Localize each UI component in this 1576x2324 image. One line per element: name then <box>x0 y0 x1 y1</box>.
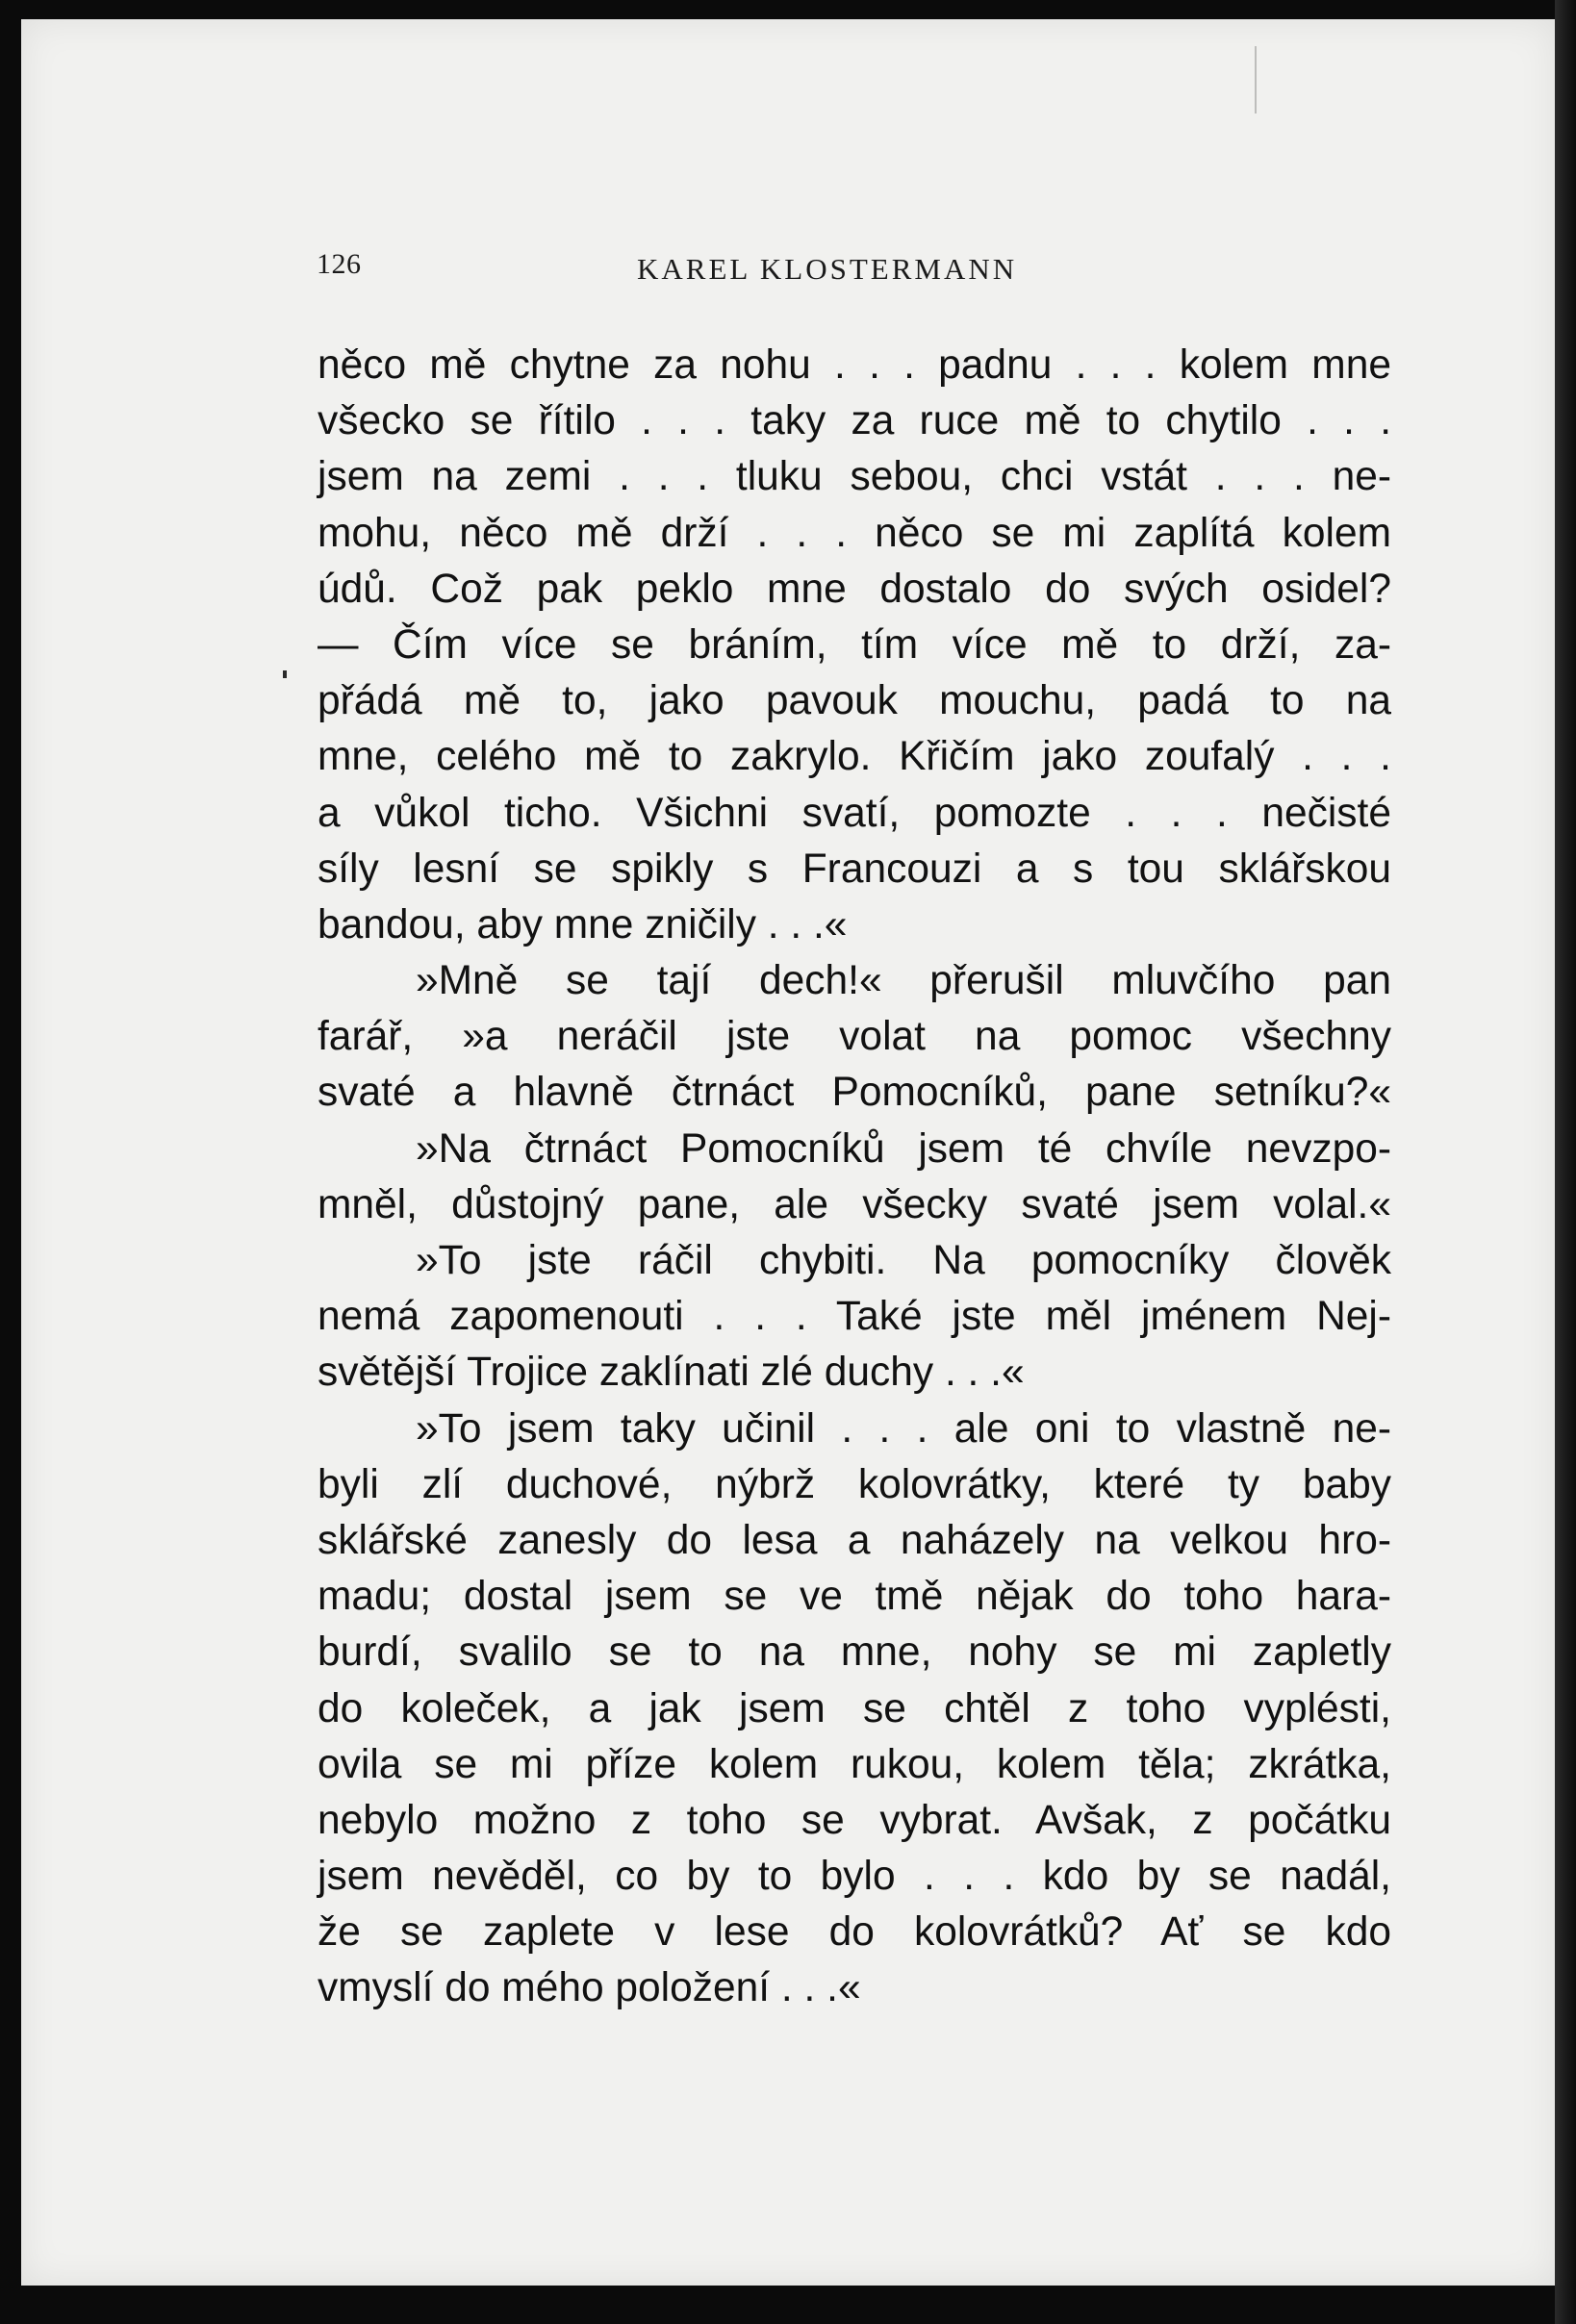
text-line: něco mě chytne za nohu . . . padnu . . . kolem mne <box>318 342 1391 388</box>
text-line: svaté a hlavně čtrnáct Pomocníků, pane setníku?« <box>318 1070 1391 1116</box>
text-line: »To jsem taky učinil . . . ale oni to vlastně ne- <box>416 1405 1391 1452</box>
text-line: světější Trojice zaklínati zlé duchy . . .« <box>318 1350 1025 1396</box>
text-line: ovila se mi příze kolem rukou, kolem těla; zkrátka, <box>318 1741 1391 1787</box>
page-header <box>21 248 1555 296</box>
text-line: »Na čtrnáct Pomocníků jsem té chvíle nevzpo- <box>416 1125 1391 1172</box>
text-line: všecko se řítilo . . . taky za ruce mě to chytilo . . . <box>318 398 1391 444</box>
text-line: bandou, aby mne zničily . . .« <box>318 901 848 947</box>
text-line: burdí, svalilo se to na mne, nohy se mi zapletly <box>318 1629 1391 1676</box>
text-line: a vůkol ticho. Všichni svatí, pomozte . . . nečisté <box>318 790 1391 836</box>
body-text <box>318 338 1391 2017</box>
text-line: sklářské zanesly do lesa a naházely na velkou hro- <box>318 1517 1391 1563</box>
text-line: jsem na zemi . . . tluku sebou, chci vstát . . . ne- <box>318 454 1391 500</box>
text-line: nebylo možno z toho se vybrat. Avšak, z počátku <box>318 1797 1391 1843</box>
text-line: nemá zapomenouti . . . Také jste měl jménem Nej- <box>318 1294 1391 1340</box>
book-page <box>21 19 1555 2286</box>
text-line: síly lesní se spikly s Francouzi a s tou sklářskou <box>318 846 1391 892</box>
text-line: byli zlí duchové, nýbrž kolovrátky, které ty baby <box>318 1461 1391 1507</box>
text-line: jsem nevěděl, co by to bylo . . . kdo by se nadál, <box>318 1854 1391 1900</box>
text-line: vmyslí do mého položení . . .« <box>318 1965 861 2011</box>
running-head: KAREL KLOSTERMANN <box>637 252 1018 286</box>
text-line: údů. Což pak peklo mne dostalo do svých osidel? <box>318 566 1391 612</box>
text-line: farář, »a neráčil jste volat na pomoc všechny <box>318 1014 1391 1060</box>
scan-right-edge <box>1555 0 1576 2324</box>
text-line: »To jste ráčil chybiti. Na pomocníky člověk <box>416 1238 1391 1283</box>
text-line: že se zaplete v lese do kolovrátků? Ať se kdo <box>318 1909 1391 1956</box>
text-line: přádá mě to, jako pavouk mouchu, padá to na <box>318 678 1391 724</box>
text-line: mněl, důstojný pane, ale všecky svaté jsem volal.« <box>318 1181 1391 1227</box>
text-line: mne, celého mě to zakrylo. Křičím jako zoufalý . . . <box>318 734 1391 780</box>
text-line: »Mně se tají dech!« přerušil mluvčího pan <box>416 958 1391 1004</box>
text-line: — Čím více se bráním, tím více mě to drží, za- <box>318 621 1391 668</box>
text-line: mohu, něco mě drží . . . něco se mi zaplítá kolem <box>318 510 1391 556</box>
page-crease <box>1255 46 1257 114</box>
margin-speck <box>283 670 287 678</box>
text-line: madu; dostal jsem se ve tmě nějak do toho hara- <box>318 1574 1391 1620</box>
text-line: do koleček, a jak jsem se chtěl z toho vyplésti, <box>318 1685 1391 1731</box>
page-number: 126 <box>317 248 362 280</box>
